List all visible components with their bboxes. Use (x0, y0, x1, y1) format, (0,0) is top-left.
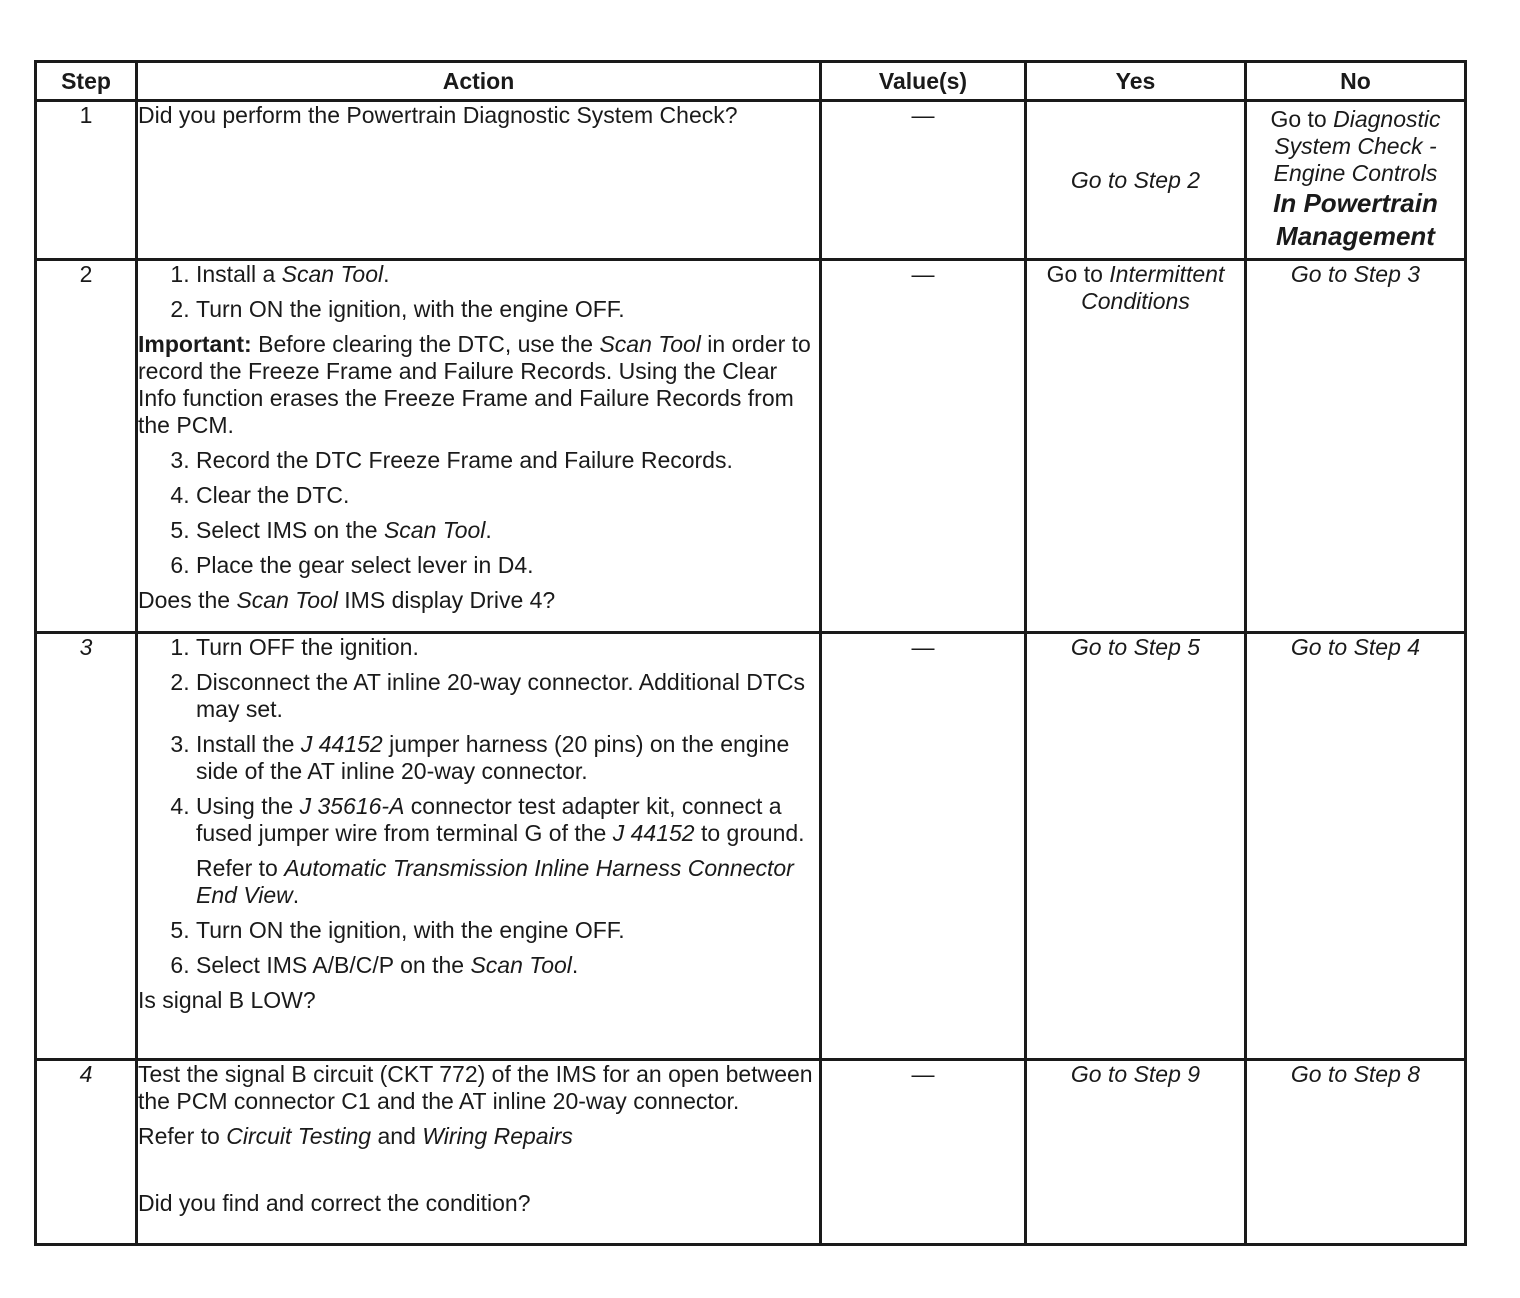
value-cell: — (821, 1060, 1026, 1245)
yes-cell (1026, 633, 1246, 1060)
list-item: 1. Turn OFF the ignition. (196, 634, 819, 661)
yes-cell (1026, 1060, 1246, 1245)
action-cell (137, 260, 821, 633)
no-goto: Go to Step 8 (1290, 1061, 1421, 1087)
list-item: 3. Record the DTC Freeze Frame and Failure Records. (196, 447, 819, 474)
header-no: No (1246, 62, 1466, 101)
action-question: Is signal B LOW? (138, 987, 316, 1013)
action-question: Did you find and correct the condition? (138, 1190, 531, 1216)
action-list (138, 634, 819, 847)
list-item: 5. Select IMS on the Scan Tool. (196, 517, 819, 544)
yes-cell (1026, 260, 1246, 633)
list-item: 1. Install a Scan Tool. (196, 261, 819, 288)
yes-goto: Go to Step 2 (1070, 166, 1201, 193)
important-label: Important: (138, 331, 252, 357)
action-cell (137, 101, 821, 260)
list-item: 4. Using the J 35616-A connector test adapter kit, connect a fused jumper wire from terminal G of the J 44152 to ground. (196, 793, 819, 847)
action-list-b (138, 447, 819, 579)
important-note: Important: Before clearing the DTC, use the Scan Tool in order to record the Freeze Frame and Failure Records. Using the Clear Info function erases the Freeze Frame and Failure Records from the PCM. (138, 331, 811, 438)
table-row-step-2 (36, 260, 1466, 633)
table-row-step-1 (36, 101, 1466, 260)
step-number: 1 (36, 101, 137, 260)
action-question: Did you perform the Powertrain Diagnostic System Check? (138, 102, 738, 128)
list-item: 3. Install the J 44152 jumper harness (20 pins) on the engine side of the AT inline 20-way connector. (196, 731, 819, 785)
action-list-a (138, 261, 819, 323)
action-question: Does the Scan Tool IMS display Drive 4? (138, 587, 556, 613)
step-number: 2 (36, 260, 137, 633)
value-cell: — (821, 101, 1026, 260)
step-number: 4 (36, 1060, 137, 1245)
list-item: 4. Clear the DTC. (196, 482, 819, 509)
value-cell: — (821, 260, 1026, 633)
value-cell: — (821, 633, 1026, 1060)
list-item: 6. Place the gear select lever in D4. (196, 552, 819, 579)
yes-goto-italic: Intermittent Conditions (1081, 261, 1225, 314)
no-goto-italic: Diagnostic System Check - Engine Controls (1273, 106, 1441, 186)
list-item: 6. Select IMS A/B/C/P on the Scan Tool. (196, 952, 819, 979)
header-row (36, 62, 1466, 101)
no-cell (1246, 101, 1466, 260)
header-yes: Yes (1026, 62, 1246, 101)
no-cell (1246, 633, 1466, 1060)
refer-note: Refer to Circuit Testing and Wiring Repairs (138, 1123, 573, 1149)
yes-goto: Go to Step 5 (1070, 634, 1201, 660)
action-cell (137, 633, 821, 1060)
no-goto-prefix: Go to (1270, 106, 1327, 132)
no-goto-bold-2: Management (1276, 221, 1435, 251)
action-cell (137, 1060, 821, 1245)
header-values: Value(s) (821, 62, 1026, 101)
no-cell (1246, 1060, 1466, 1245)
list-item: 5. Turn ON the ignition, with the engine OFF. (196, 917, 819, 944)
header-step: Step (36, 62, 137, 101)
yes-cell (1026, 101, 1246, 260)
no-goto: Go to Step 4 (1290, 634, 1421, 660)
list-item: 2. Turn ON the ignition, with the engine OFF. (196, 296, 819, 323)
refer-note: Refer to Automatic Transmission Inline Harness Connector End View. (196, 855, 794, 908)
no-goto: Go to Step 3 (1290, 261, 1421, 287)
no-cell (1246, 260, 1466, 633)
no-goto-bold-1: In Powertrain (1273, 188, 1438, 218)
yes-goto-prefix: Go to (1046, 261, 1103, 287)
header-action: Action (137, 62, 821, 101)
table-row-step-4 (36, 1060, 1466, 1245)
yes-goto: Go to Step 9 (1070, 1061, 1201, 1087)
list-item: 2. Disconnect the AT inline 20-way connector. Additional DTCs may set. (196, 669, 819, 723)
step-number: 3 (36, 633, 137, 1060)
spacer (138, 1158, 819, 1190)
action-list-cont (138, 917, 819, 979)
action-text: Test the signal B circuit (CKT 772) of the IMS for an open between the PCM connector C1 and the AT inline 20-way connector. (138, 1061, 813, 1114)
table-row-step-3 (36, 633, 1466, 1060)
diagnostic-table (34, 60, 1467, 1246)
